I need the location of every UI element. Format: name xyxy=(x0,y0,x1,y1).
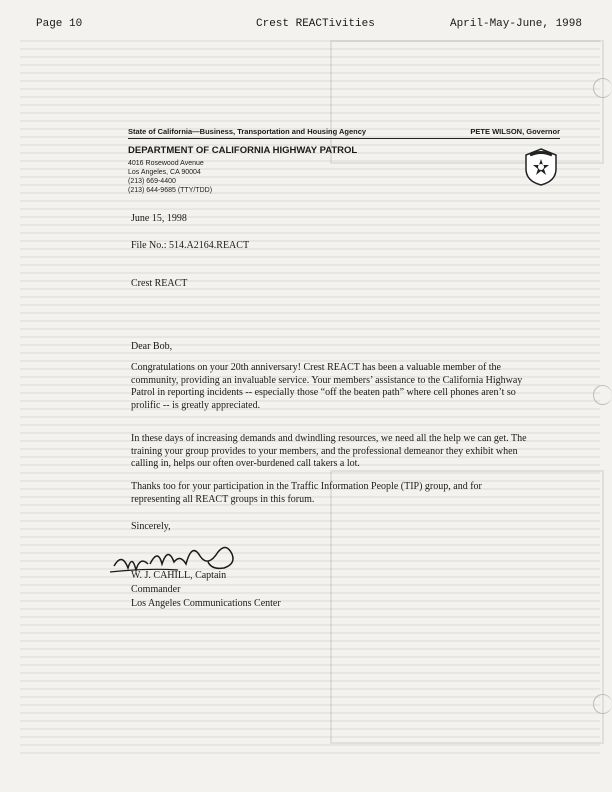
newsletter-title: Crest REACTivities xyxy=(256,18,375,30)
department-name: DEPARTMENT OF CALIFORNIA HIGHWAY PATROL xyxy=(128,145,358,156)
page-number: Page 10 xyxy=(36,18,83,30)
page-header xyxy=(36,18,582,34)
address-line: 4016 Rosewood Avenue xyxy=(128,160,204,167)
signer-name: W. J. CAHILL, Captain xyxy=(131,570,227,581)
punch-hole xyxy=(593,385,612,405)
tty-line: (213) 644-9685 (TTY/TDD) xyxy=(128,187,213,194)
issue-date: April-May-June, 1998 xyxy=(449,18,582,30)
paragraph: In these days of increasing demands and dwindling resources, we need all the help we can get. The training your group provides to your members, and the professional demeanor they exhibit when calling in, helps our often over-burdened call takers a lot. xyxy=(131,433,527,469)
letter-date: June 15, 1998 xyxy=(131,213,187,224)
agency-name: State of California—Business, Transportation and Housing Agency xyxy=(128,127,367,136)
governor-name: PETE WILSON, Governor xyxy=(470,127,560,136)
recipient: Crest REACT xyxy=(131,278,188,289)
paragraph: Thanks too for your participation in the Traffic Information People (TIP) group, and for representing all REACT groups in this forum. xyxy=(131,481,482,505)
chp-seal-icon xyxy=(522,147,560,187)
paragraph: Congratulations on your 20th anniversary! Crest REACT has been a valuable member of the community, providing an invaluable service. Your members’ assistance to the California Highway Patrol in reporting incidents -- especially those “off the beaten path” where cell phones aren’t so prolific -- is greatly appreciated. xyxy=(131,362,523,411)
punch-hole xyxy=(593,694,612,714)
address-line: Los Angeles, CA 90004 xyxy=(128,169,201,176)
signer-title: Commander xyxy=(131,584,181,595)
phone-line: (213) 669-4400 xyxy=(128,178,176,185)
closing: Sincerely, xyxy=(131,521,171,532)
bleed-through-box xyxy=(330,40,604,164)
letterhead-agency-line xyxy=(128,127,560,139)
salutation: Dear Bob, xyxy=(131,341,173,352)
punch-hole xyxy=(593,78,612,98)
file-number: File No.: 514.A2164.REACT xyxy=(131,240,250,251)
signer-unit: Los Angeles Communications Center xyxy=(131,598,281,609)
department-address xyxy=(128,159,212,195)
